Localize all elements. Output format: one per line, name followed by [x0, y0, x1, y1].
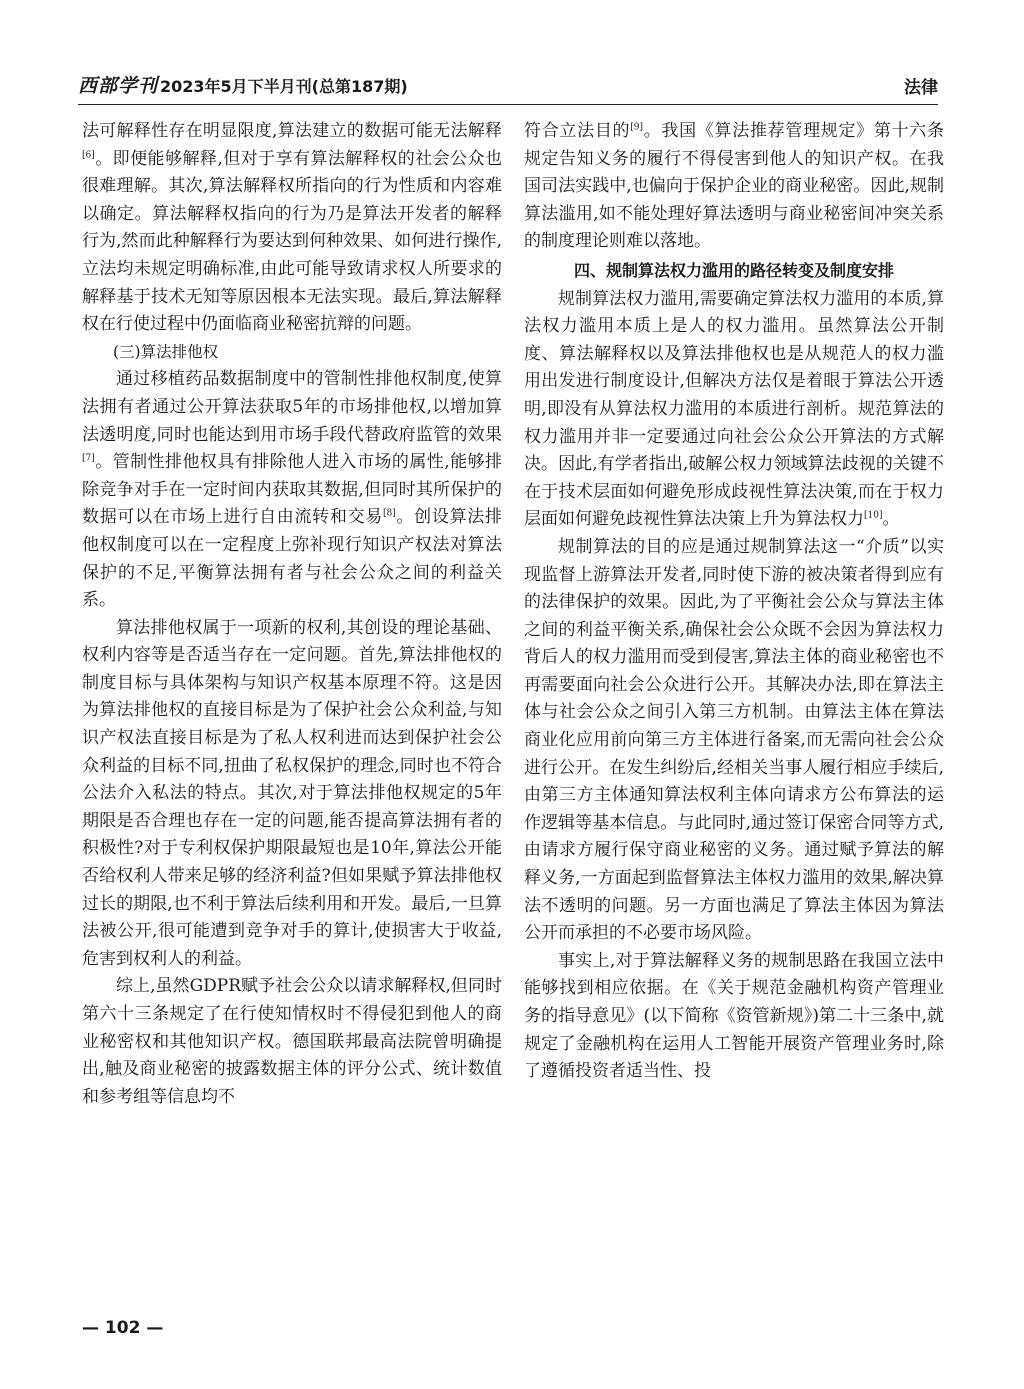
citation-ref: [9]	[630, 122, 643, 133]
issue-info: 2023年5月下半月刊(总第187期)	[160, 77, 408, 96]
left-column	[82, 118, 502, 1111]
paragraph-text: 。我国《算法推荐管理规定》第十六条规定告知义务的履行不得侵害到他人的知识产权。在我国司法实践中,也偏向于保护企业的商业秘密。因此,规制算法滥用,如不能处理好算法透明与商业秘密间冲突关系的制度理论则难以落地。	[524, 121, 945, 252]
paragraph-text: 通过移植药品数据制度中的管制性排他权制度,使算法拥有者通过公开算法获取5年的市场排他权,以增加算法透明度,同时也能达到用市场手段代替政府监管的效果	[82, 369, 502, 445]
paragraph: 规制算法的目的应是通过规制算法这一“介质”以实现监督上游算法开发者,同时使下游的被决策者得到应有的法律保护的效果。因此,为了平衡社会公众与算法主体之间的利益平衡关系,确保社会公众既不会因为算法权力背后人的权力滥用而受到侵害,算法主体的商业秘密也不再需要面向社会公众进行公开。其解决办法,即在算法主体与社会公众之间引入第三方机制。由算法主体在算法商业化应用前向第三方主体进行备案,而无需向社会公众进行公开。在发生纠纷后,经相关当事人履行相应手续后,由第三方主体通知算法权利主体向请求方公布算法的运作逻辑等基本信息。与此同时,通过签订保密合同等方式,由请求方履行保守商业秘密的义务。通过赋予算法的解释义务,一方面起到监督算法主体权力滥用的效果,解决算法不透明的问题。另一方面也满足了算法主体因为算法公开而承担的不必要市场风险。	[524, 536, 944, 944]
paragraph	[524, 118, 944, 256]
paragraph-text: 。创设算法排他权制度可以在一定程度上弥补现行知识产权法对算法保护的不足,平衡算法拥有者与社会公众之间的利益关系。	[82, 507, 503, 611]
citation-ref: [7]	[82, 453, 95, 464]
paragraph: 算法排他权属于一项新的权利,其创设的理论基础、权利内容等是否适当存在一定问题。首先,算法排他权的制度目标与具体架构与知识产权基本原理不符。这是因为算法排他权的直接目标是为了保护社会公众利益,与知识产权法直接目标是为了私人权利进而达到保护社会公众利益的目标不同,扭曲了私权保护的理念,同时也不符合公法介入私法的特点。其次,对于算法排他权规定的5年期限是否合理也存在一定的问题,能否提高算法拥有者的积极性?对于专利权保护期限最短也是10年,算法公开能否给权利人带来足够的经济利益?但如果赋予算法排他权过长的期限,也不利于算法后续利用和开发。最后,一旦算法被公开,很可能遭到竞争对手的算计,使损害大于收益,危害到权利人的利益。	[82, 617, 502, 969]
paragraph	[524, 286, 944, 534]
paragraph: 事实上,对于算法解释义务的规制思路在我国立法中能够找到相应依据。在《关于规范金融机构资产管理业务的指导意见》(以下简称《资管新规》)第二十三条中,就规定了金融机构在运用人工智能开展资产管理业务时,除了遵循投资者适当性、投	[524, 950, 944, 1082]
page-number: — 102 —	[82, 1318, 164, 1338]
journal-name: 西部学刊	[78, 75, 159, 97]
paragraph	[82, 366, 502, 614]
paragraph-text: 法可解释性存在明显限度,算法建立的数据可能无法解释	[82, 121, 502, 141]
header-left	[78, 71, 408, 104]
section-label: 法律	[904, 78, 938, 98]
paragraph: 综上,虽然GDPR赋予社会公众以请求解释权,但同时第六十三条规定了在行使知情权时不得侵犯到他人的商业秘密权和其他知识产权。德国联邦最高法院曾明确提出,触及商业秘密的披露数据主体的评分公式、统计数值和参考组等信息均不	[82, 976, 502, 1107]
paragraph-text: 。即便能够解释,但对于享有算法解释权的社会公众也很难理解。其次,算法解释权所指向的行为性质和内容难以确定。算法解释权指向的行为乃是算法开发者的解释行为,然而此种解释行为要达到何种效果、如何进行操作,立法均未规定明确标准,由此可能导致请求权人所要求的解释基于技术无知等原因根本无法实现。最后,算法解释权在行使过程中仍面临商业秘密抗辩的问题。	[82, 148, 502, 335]
citation-ref: [8]	[383, 508, 396, 519]
paragraph-text: 符合立法目的	[524, 121, 631, 141]
page-header	[78, 70, 938, 105]
citation-ref: [10]	[864, 510, 883, 521]
right-column	[524, 118, 944, 1086]
citation-ref: [6]	[82, 149, 95, 160]
subheading: (三)算法排他权	[113, 342, 219, 361]
section-heading: 四、规制算法权力滥用的路径转变及制度安排	[573, 260, 894, 280]
paragraph-text: 。	[882, 509, 900, 530]
paragraph-text: 。管制性排他权具有排除他人进入市场的属性,能够排除竞争对手在一定时间内获取其数据,但同时其所保护的数据可以在市场上进行自由流转和交易	[82, 452, 502, 528]
paragraph	[82, 118, 502, 339]
paragraph-text: 规制算法权力滥用,需要确定算法权力滥用的本质,算法权力滥用本质上是人的权力滥用。虽然算法公开制度、算法解释权以及算法排他权也是从规范人的权力滥用出发进行制度设计,但解决方法仅是着眼于算法公开透明,即没有从算法权力滥用的本质进行剖析。规范算法的权力滥用并非一定要通过向社会公众公开算法的方式解决。因此,有学者指出,破解公权力领域算法歧视的关键不在于技术层面如何避免形成歧视性算法决策,而在于权力层面如何避免歧视性算法决策上升为算法权力	[524, 288, 944, 530]
